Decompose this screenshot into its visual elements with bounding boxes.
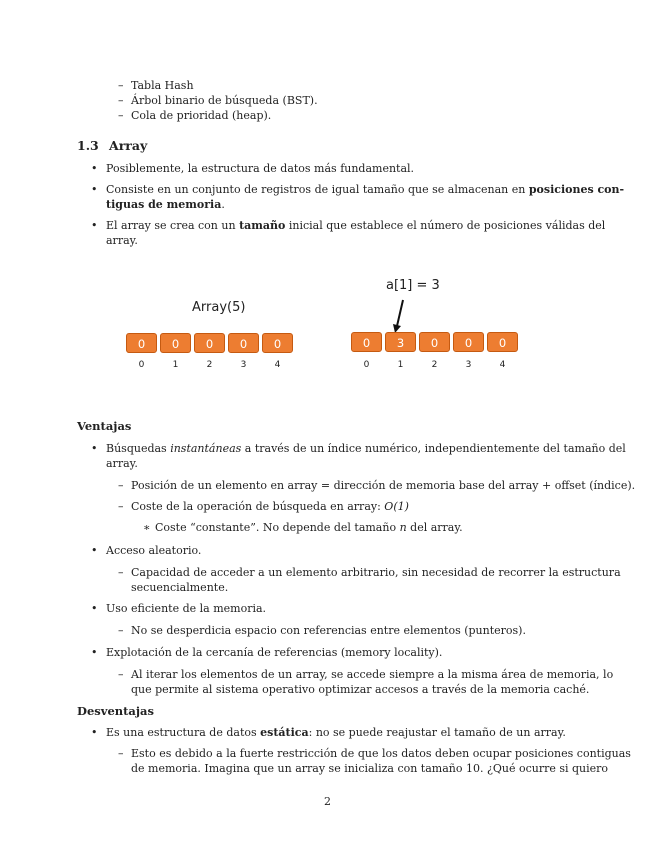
list-item <box>118 78 194 93</box>
bullet-marker: • <box>91 602 98 615</box>
bullet-marker: • <box>91 544 98 557</box>
list-item-text-line2: secuencialmente. <box>131 581 229 594</box>
list-item-text-line2: que permite al sistema operativo optimizar accesos a través de la memoria caché. <box>131 683 590 696</box>
list-item-text-line2: de memoria. Imagina que un array se inicializa con tamaño 10. ¿Qué ocurre si quiero <box>131 762 609 775</box>
list-item <box>118 108 271 123</box>
list-item-text: Tabla Hash <box>131 79 194 92</box>
list-item-text: Coste de la operación de búsqueda en array: O(1) <box>131 500 409 513</box>
arrow-down-icon <box>390 298 410 334</box>
array-cell: 0 <box>160 333 191 353</box>
dash-marker: – <box>118 94 124 107</box>
list-item-text: Cola de prioridad (heap). <box>131 109 272 122</box>
bullet-text: Posiblemente, la estructura de datos más fundamental. <box>106 162 415 175</box>
array-index-label: 0 <box>138 360 145 370</box>
list-item-text: No se desperdicia espacio con referencias entre elementos (punteros). <box>131 624 526 637</box>
bullet-item <box>91 543 201 558</box>
section-heading <box>77 138 147 153</box>
array-cell: 0 <box>419 332 450 352</box>
list-item <box>118 746 631 776</box>
bullet-marker: • <box>91 646 98 659</box>
bullet-text: Acceso aleatorio. <box>106 544 202 557</box>
array-index-label: 4 <box>274 360 281 370</box>
bullet-text-line2: tiguas de memoria. <box>106 198 225 211</box>
section-title: Array <box>109 138 148 153</box>
bullet-marker: • <box>91 162 98 175</box>
array-cell: 0 <box>126 333 157 353</box>
bullet-text: El array se crea con un tamaño inicial que establece el número de posiciones válidas del <box>106 219 606 232</box>
bullet-marker: • <box>91 183 98 196</box>
star-marker: ∗ <box>143 521 151 534</box>
array-cell-highlighted: 3 <box>385 332 416 352</box>
ventajas-heading: Ventajas <box>77 419 132 433</box>
bullet-item <box>91 645 442 660</box>
dash-marker: – <box>118 79 124 92</box>
list-item-text: Árbol binario de búsqueda (BST). <box>131 94 318 107</box>
bullet-item <box>91 182 624 212</box>
list-item <box>118 565 621 595</box>
dash-marker: – <box>118 668 124 681</box>
list-item <box>118 667 613 697</box>
array-cell: 0 <box>228 333 259 353</box>
array-index-label: 3 <box>240 360 247 370</box>
bullet-item <box>91 725 566 740</box>
list-item <box>118 93 318 108</box>
page-number: 2 <box>324 795 331 808</box>
assignment-label: a[1] = 3 <box>386 278 440 293</box>
bullet-item <box>91 601 266 616</box>
array-cell: 0 <box>194 333 225 353</box>
dash-marker: – <box>118 109 124 122</box>
array-index-label: 3 <box>465 360 472 370</box>
desventajas-heading: Desventajas <box>77 704 154 718</box>
bullet-marker: • <box>91 726 98 739</box>
array-cell: 0 <box>487 332 518 352</box>
section-number: 1.3 <box>77 138 99 153</box>
array-index-label: 1 <box>172 360 179 370</box>
array-cell: 0 <box>262 333 293 353</box>
bullet-item <box>91 218 605 248</box>
array-constructor-label: Array(5) <box>192 300 246 315</box>
list-item <box>118 623 526 638</box>
list-item <box>118 478 635 493</box>
bullet-item <box>91 161 414 176</box>
array-index-label: 1 <box>397 360 404 370</box>
bullet-marker: • <box>91 219 98 232</box>
array-index-label: 0 <box>363 360 370 370</box>
bullet-item <box>91 441 626 471</box>
dash-marker: – <box>118 500 124 513</box>
dash-marker: – <box>118 566 124 579</box>
bullet-text: Es una estructura de datos estática: no se puede reajustar el tamaño de un array. <box>106 726 566 739</box>
array-cell: 0 <box>351 332 382 352</box>
array-index-label: 4 <box>499 360 506 370</box>
array-diagram <box>120 272 530 382</box>
list-item-text: Capacidad de acceder a un elemento arbitrario, sin necesidad de recorrer la estructura <box>131 566 621 579</box>
bullet-text-line2: array. <box>106 234 138 247</box>
bullet-text-line2: array. <box>106 457 138 470</box>
bullet-text: Consiste en un conjunto de registros de igual tamaño que se almacenan en posiciones con- <box>106 183 625 196</box>
bullet-text: Búsquedas instantáneas a través de un índice numérico, independientemente del tamaño del <box>106 442 626 455</box>
dash-marker: – <box>118 624 124 637</box>
list-item-text: Esto es debido a la fuerte restricción de que los datos deben ocupar posiciones contiguas <box>131 747 631 760</box>
array-index-label: 2 <box>431 360 438 370</box>
dash-marker: – <box>118 479 124 492</box>
array-cell: 0 <box>453 332 484 352</box>
array-index-label: 2 <box>206 360 213 370</box>
list-item-text: Posición de un elemento en array = dirección de memoria base del array + offset (índice). <box>131 479 636 492</box>
dash-marker: – <box>118 747 124 760</box>
list-item-text: Al iterar los elementos de un array, se accede siempre a la misma área de memoria, lo <box>131 668 614 681</box>
list-item-text: Coste “constante”. No depende del tamaño n del array. <box>155 521 463 534</box>
bullet-marker: • <box>91 442 98 455</box>
list-item <box>118 499 409 514</box>
bullet-text: Uso eficiente de la memoria. <box>106 602 267 615</box>
bullet-text: Explotación de la cercanía de referencias (memory locality). <box>106 646 443 659</box>
nested-list-item <box>143 520 463 535</box>
